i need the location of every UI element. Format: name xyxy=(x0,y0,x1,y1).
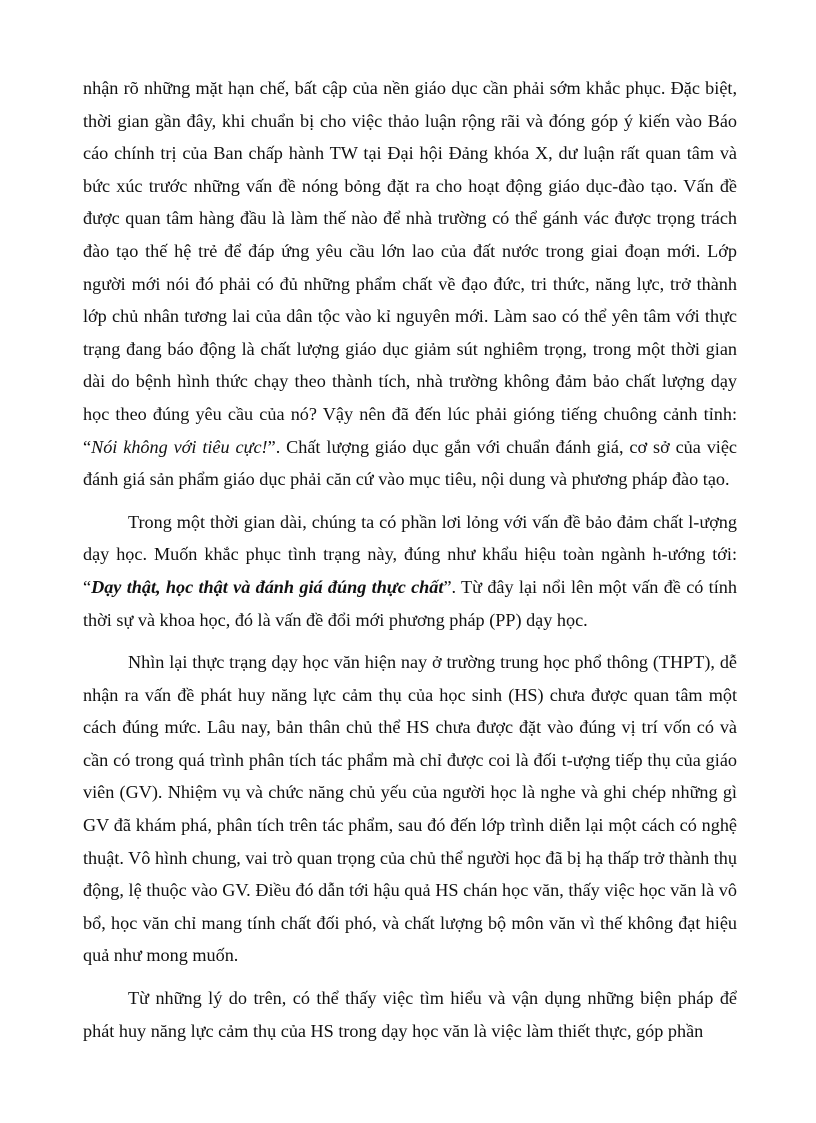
paragraph-2-emphasis: Dạy thật, học thật và đánh giá đúng thực chất xyxy=(91,576,444,597)
paragraph-1-emphasis: Nói không với tiêu cực! xyxy=(91,436,268,457)
paragraph-2 xyxy=(83,506,737,636)
paragraph-2-text-b: ”. Từ đây lại nổi lên một vấn đề có tính thời sự và khoa học, đó là vấn đề đổi mới phương pháp (PP) dạy học. xyxy=(83,576,737,630)
paragraph-1-text-b: ”. Chất lượng giáo dục gắn với chuẩn đánh giá, cơ sở của việc đánh giá sản phẩm giáo dục phải căn cứ vào mục tiêu, nội dung và phương pháp đào tạo. xyxy=(83,436,738,490)
paragraph-4: Từ những lý do trên, có thể thấy việc tìm hiểu và vận dụng những biện pháp để phát huy năng lực cảm thụ của HS trong dạy học văn là việc làm thiết thực, góp phần xyxy=(83,988,737,1041)
paragraph-1 xyxy=(83,72,737,496)
paragraph-1-text-a: nhận rõ những mặt hạn chế, bất cập của nền giáo dục cần phải sớm khắc phục. Đặc biệt, thời gian gần đây, khi chuẩn bị cho việc thảo luận rộng rãi và đóng góp ý kiến vào Báo cáo chính trị của Ban chấp hành TW tại Đại hội Đảng khóa X, dư luận rất quan tâm và bức xúc trước những vấn đề nóng bỏng đặt ra cho hoạt động giáo dục-đào tạo. Vấn đề được quan tâm hàng đầu là làm thế nào để nhà trường có thể gánh vác được trọng trách đào tạo thế hệ trẻ để đáp ứng yêu cầu lớn lao của đất nước trong giai đoạn mới. Lớp người mới nói đó phải có đủ những phẩm chất về đạo đức, tri thức, năng lực, trở thành lớp chủ nhân tương lai của dân tộc vào kỉ nguyên mới. Làm sao có thể yên tâm với thực trạng đang báo động là chất lượng giáo dục giảm sút nghiêm trọng, trong một thời gian dài do bệnh hình thức chạy theo thành tích, nhà trường không đảm bảo chất lượng dạy học theo đúng yêu cầu của nó? Vậy nên đã đến lúc phải gióng tiếng chuông cảnh tỉnh: “ xyxy=(83,78,737,457)
paragraph-3: Nhìn lại thực trạng dạy học văn hiện nay ở trường trung học phổ thông (THPT), dễ nhận ra vấn đề phát huy năng lực cảm thụ của học sinh (HS) chưa được quan tâm một cách đúng mức. Lâu nay, bản thân chủ thể HS chưa được đặt vào đúng vị trí vốn có và cần có trong quá trình phân tích tác phẩm mà chỉ được coi là đối t-ượng tiếp thụ của giáo viên (GV). Nhiệm vụ và chức năng chủ yếu của người học là nghe và ghi chép những gì GV đã khám phá, phân tích trên tác phẩm, sau đó đến lớp trình diễn lại một cách có nghệ thuật. Vô hình chung, vai trò quan trọng của chủ thể người học đã bị hạ thấp trở thành thụ động, lệ thuộc vào GV. Điều đó dẫn tới hậu quả HS chán học văn, thấy việc học văn là vô bổ, học văn chỉ mang tính chất đối phó, và chất lượng bộ môn văn vì thế không đạt hiệu quả như mong muốn. xyxy=(83,652,737,966)
paragraph-2-text-a: Trong một thời gian dài, chúng ta có phần lơi lỏng với vấn đề bảo đảm chất l-ượng dạy học. Muốn khắc phục tình trạng này, đúng như khẩu hiệu toàn ngành h-ướng tới: “ xyxy=(83,511,737,597)
document-body xyxy=(83,72,737,1057)
